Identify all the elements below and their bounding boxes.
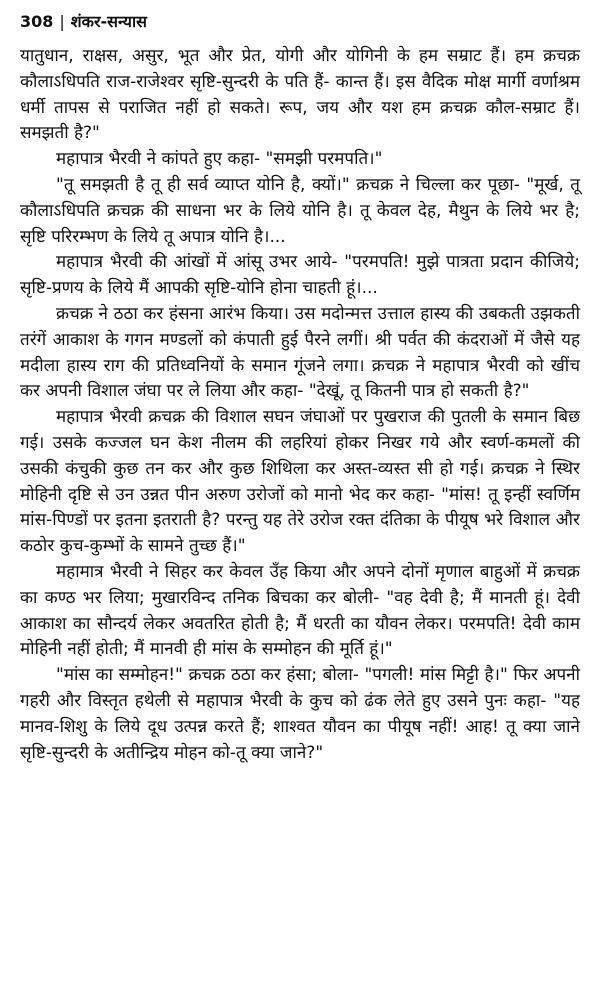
- paragraph: महापात्र भैरवी क्रचक्र की विशाल सघन जंघाओं पर पुखराज की पुतली के समान बिछ गई। उसके कज्जल घन केश नीलम की लहरियां होकर निखर गये और स्वर्ण-कमलों की उसकी कंचुकी कुछ तन कर और कुछ शिथिला कर अस्त-व्यस्त सी हो गई। क्रचक्र ने स्थिर मोहिनी दृष्टि से उन उन्नत पीन अरुण उरोजों को मानो भेद कर कहा- "मांस! तू इन्हीं स्वर्णिम मांस-पिण्डों पर इतना इतराती है? परन्तु यह तेरे उरोज रक्त दंतिका के पीयूष भरे विशाल और कठोर कुच-कुम्भों के सामने तुच्छ हैं।": [20, 407, 580, 557]
- paragraph: महामात्र भैरवी ने सिहर कर केवल उँह किया और अपने दोनों मृणाल बाहुओं में क्रचक्र का कण्ठ भर लिया; मुखारविन्द तनिक बिचका कर बोली- "वह देवी है; मैं मानती हूं। देवी आकाश का सौन्दर्य लेकर अवतरित होती है; मैं धरती का यौवन लेकर। परमपति! देवी काम मोहिनी नहीं होती; मैं मानवी ही मांस के सम्मोहन की मूर्ति हूं।": [20, 561, 580, 660]
- paragraph: क्रचक्र ने ठठा कर हंसना आरंभ किया। उस मदोन्मत्त उत्ताल हास्य की उबकती उझकती तरंगें आकाश के गगन मण्डलों को कंपाती हुई पैरने लगीं। श्री पर्वत की कंदराओं में जैसे यह मदीला हास्य राग की प्रतिध्वनियों के समान गूंजने लगा। क्रचक्र ने महापात्र भैरवी को खींच कर अपनी विशाल जंघा पर ले लिया और कहा- "देखूं, तू कितनी पात्र हो सकती है?": [20, 303, 580, 402]
- paragraph: "मांस का सम्मोहन!" क्रचक्र ठठा कर हंसा; बोला- "पगली! मांस मिट्टी है।" फिर अपनी गहरी और विस्तृत हथेली से महापात्र भैरवी के कुच को ढंक लेते हुए उसने पुनः कहा- "यह मानव-शिशु के लिये दूध उत्पन्न करते हैं; शाश्वत यौवन का पीयूष नहीं! आह! तू क्या जाने सृष्टि-सुन्दरी के अतीन्द्रिय मोहन को-तू क्या जाने?": [20, 665, 580, 763]
- paragraph: महापात्र भैरवी की आंखों में आंसू उभर आये- "परमपति! मुझे पात्रता प्रदान कीजिये; सृष्टि-प्रणय के लिये मैं आपकी सृष्टि-योनि होना चाहती हूं।...: [20, 252, 580, 299]
- book-title: शंकर-सन्यास: [70, 12, 147, 31]
- body-text: [20, 44, 580, 766]
- page-number: 308: [20, 11, 54, 31]
- paragraph: "तू समझती है तू ही सर्व व्याप्त योनि है, क्यों।" क्रचक्र ने चिल्ला कर पूछा- "मूर्ख, तू कौलाऽधिपति क्रचक्र की साधना भर के लिये योनि है। तू केवल देह, मैथुन के लिये भर है; सृष्टि परिरम्भण के लिये तू अपात्र योनि है।...: [20, 174, 580, 247]
- paragraph: यातुधान, राक्षस, असुर, भूत और प्रेत, योगी और योगिनी के हम सम्राट हैं। हम क्रचक्र कौलाऽधिपति राज-राजेश्वर सृष्टि-सुन्दरी के पति हैं- कान्त हैं। इस वैदिक मोक्ष मार्गी वर्णाश्रम धर्मी तापस से पराजित नहीं हो सकते। रूप, जय और यश हम क्रचक्र कौल-सम्राट हैं। समझती है?": [20, 46, 580, 144]
- paragraph: महापात्र भैरवी ने कांपते हुए कहा- "समझी परमपति।": [56, 149, 383, 170]
- running-header: [20, 10, 147, 32]
- header-separator: |: [59, 11, 65, 31]
